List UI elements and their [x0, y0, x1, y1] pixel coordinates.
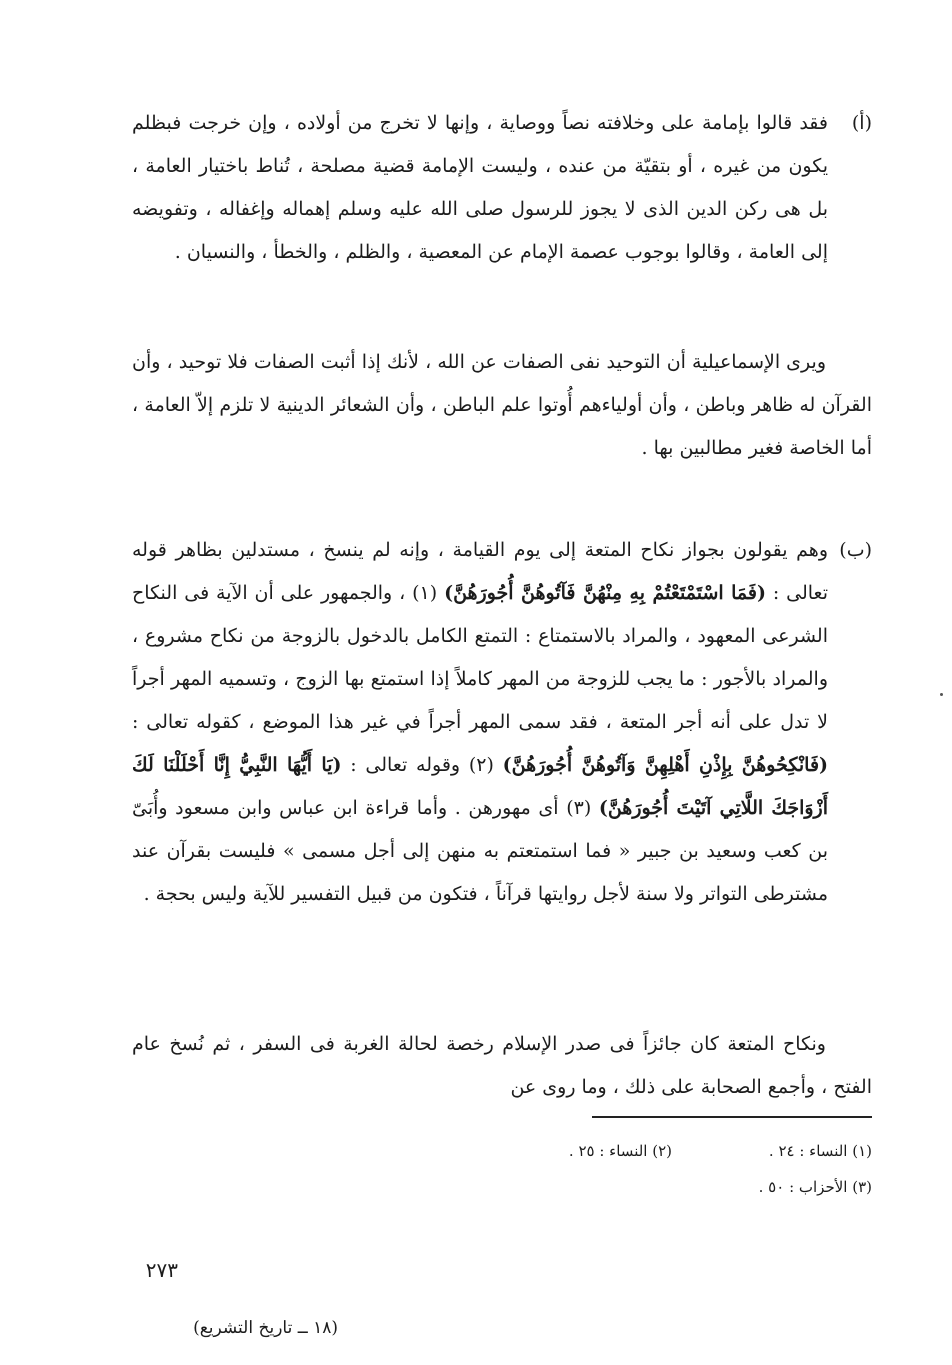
paragraph-ismaili-text: ويرى الإسماعيلية أن التوحيد نفى الصفات عن الله ، لأنك إذا أثبت الصفات فلا توحيد ، وأن القرآن له ظاهر وباطن ، وأن أولياءهم أُوتوا علم الباطن ، وأن الشعائر الدينية لا تلزم إلاّ العامة ، أما الخاصة فغير مطالبين بها . — [132, 351, 872, 459]
footnote-2: (٢) النساء : ٢٥ . — [568, 1142, 672, 1160]
footnote-row-2 — [132, 1169, 872, 1205]
quran-verse-1: (فَمَا اسْتَمْتَعْتُمْ بِهِ مِنْهُنَّ فَآتُوهُنَّ أُجُورَهُنَّ) — [444, 582, 766, 604]
item-b-text-2: والجمهور على أن الآية فى النكاح الشرعى المعهود ، والمراد بالاستمتاع : التمتع الكامل بالدخول بالزوجة من نكاح مشروع ، والمراد بالأجور : ما يجب للزوجة من المهر كاملاً إذا استمتع بها الزوج ، وتسميه المهر أجراً لا تدل على أنه أجر المتعة ، فقد سمى المهر أجراً في غير هذا الموضع ، كقوله تعالى : — [132, 582, 828, 733]
page-number: ٢٧٣ — [145, 1258, 178, 1282]
item-b-text-4: أى مهورهن . وأما قراءة ابن عباس وابن مسعود وأُبَىّ بن كعب وسعيد بن جبير « فما استمتعتم به منهن إلى أجل مسمى » فليست بقرآن عند مشترطى التواتر ولا سنة لأجل روايتها قرآناً ، فتكون من قبيل التفسير للآية وليس بحجة . — [132, 797, 828, 905]
scan-speck — [940, 693, 943, 696]
item-a-marker: (أ) — [851, 112, 872, 134]
item-a-text: فقد قالوا بإمامة على وخلافته نصاً ووصاية ، وإنها لا تخرج من أولاده ، وإن خرجت فبظلم يكون من غيره ، أو بتقيّة من عنده ، وليست الإمامة قضية مصلحة ، تُناط باختيار العامة ، بل هى ركن الدين الذى لا يجوز للرسول صلى الله عليه وسلم إهماله وإغفاله ، وتفويضه إلى العامة ، وقالوا بوجوب عصمة الإمام عن المعصية ، والظلم ، والخطأ ، والنسيان . — [132, 112, 828, 263]
item-a — [132, 102, 872, 274]
footnote-ref-1: (١) ، — [399, 582, 445, 604]
item-a-row — [132, 102, 872, 274]
footnote-3: (٣) الأحزاب : ٥٠ . — [758, 1178, 872, 1196]
footnote-ref-2: (٢) — [460, 754, 503, 776]
paragraph-ismaili — [132, 341, 916, 470]
item-b-body — [132, 529, 828, 916]
item-b-marker: (ب) — [839, 539, 872, 561]
footnote-ref-3: (٣) — [558, 797, 599, 819]
footnote-1: (١) النساء : ٢٤ . — [768, 1142, 872, 1160]
item-b-row — [132, 529, 872, 916]
item-b-text-3: وقوله تعالى : — [341, 754, 461, 776]
quran-verse-2: (فَانْكِحُوهُنَّ بِإِذْنِ أَهْلِهِنَّ وَآتُوهُنَّ أُجُورَهُنَّ) — [502, 754, 829, 776]
footnote-divider — [592, 1116, 872, 1118]
paragraph-mutah — [132, 1023, 916, 1109]
item-b — [132, 529, 872, 916]
footnote-row-1 — [132, 1133, 872, 1169]
paragraph-mutah-text: ونكاح المتعة كان جائزاً فى صدر الإسلام رخصة لحالة الغربة فى السفر ، ثم نُسخ عام الفتح ، وأجمع الصحابة على ذلك ، وما روى عن — [132, 1033, 872, 1098]
signature-mark: (١٨ ــ تاريخ التشريع) — [193, 1318, 338, 1338]
quran-verse-3: (يَا أَيُّهَا النَّبِيُّ إِنَّا أَحْلَلْنَا لَكَ أَزْوَاجَكَ اللَّاتِي آتَيْتَ أُجُورَهُنَّ) — [132, 754, 829, 819]
item-b-text-1: وهم يقولون بجواز نكاح المتعة إلى يوم القيامة ، وإنه لم ينسخ ، مستدلين بظاهر قوله تعالى : — [132, 539, 829, 604]
footnotes — [132, 1133, 872, 1205]
